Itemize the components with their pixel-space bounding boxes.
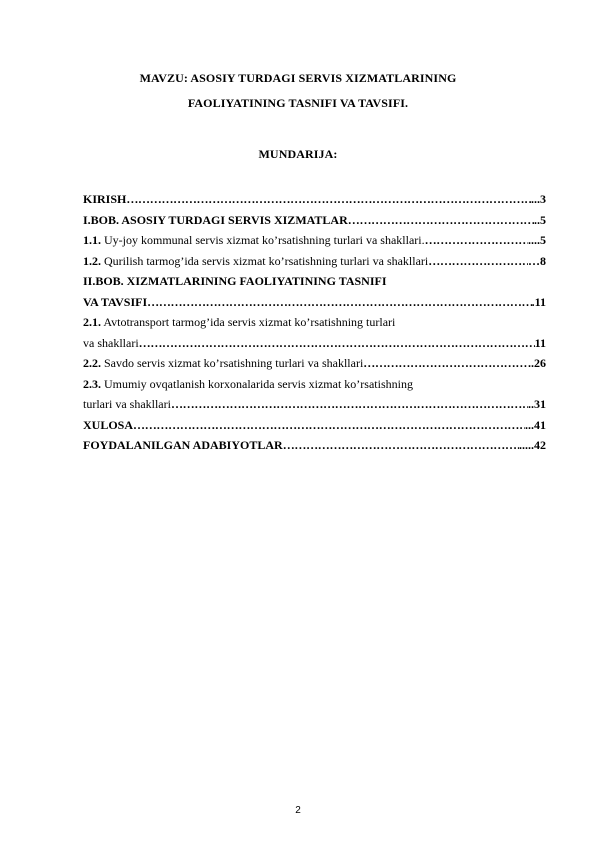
toc-entry-1-1[interactable]	[83, 230, 546, 251]
toc-label: II.BOB. XIZMATLARINING FAOLIYATINING TASNIFI	[83, 274, 387, 288]
page-number: 2	[295, 805, 301, 816]
contents-heading: MUNDARIJA:	[258, 147, 338, 161]
toc-page: ..26	[528, 356, 546, 370]
toc-page: ..5	[534, 212, 546, 227]
toc-entry-bob1[interactable]	[83, 210, 546, 231]
toc-page: …8	[528, 253, 546, 268]
dot-leader	[428, 251, 528, 272]
toc-label: VA TAVSIFI	[83, 294, 148, 309]
toc-page: ....5	[528, 233, 546, 247]
section-title: Umumiy ovqatlanish korxonalarida servis xizmat ko’rsatishning	[101, 376, 413, 391]
toc-entry-xulosa[interactable]	[83, 415, 546, 436]
dot-leader	[363, 353, 528, 374]
toc-page: ..31	[528, 397, 546, 411]
section-number: 2.2.	[83, 356, 101, 370]
toc-entry-2-1-heading	[83, 312, 546, 333]
toc-entry-kirish[interactable]	[83, 189, 546, 210]
table-of-contents	[83, 189, 546, 456]
toc-label	[83, 312, 395, 333]
dot-leader	[126, 189, 531, 210]
toc-entry-2-3[interactable]	[83, 394, 546, 415]
section-title: Avtotransport tarmog’ida servis xizmat ko’rsatishning turlari	[101, 315, 396, 329]
toc-label	[83, 353, 363, 374]
toc-entry-2-1[interactable]	[83, 333, 546, 354]
toc-label	[83, 374, 413, 395]
toc-entry-adabiyotlar[interactable]	[83, 435, 546, 456]
toc-entry-2-2[interactable]	[83, 353, 546, 374]
toc-page: ...3	[531, 192, 546, 206]
dot-leader	[283, 435, 519, 456]
dot-leader	[139, 333, 535, 354]
dot-leader	[171, 394, 528, 415]
toc-page: 11	[534, 335, 546, 350]
toc-entry-bob2[interactable]	[83, 292, 546, 313]
dot-leader	[348, 210, 534, 231]
toc-label: turlari va shakllari	[83, 397, 171, 411]
title-line-1: MAVZU: ASOSIY TURDAGI SERVIS XIZMATLARINING	[139, 71, 457, 85]
section-title: Uy-joy kommunal servis xizmat ko’rsatishning turlari va shakllari.	[101, 233, 425, 247]
section-number: 2.1.	[83, 315, 101, 329]
toc-page: .11	[531, 294, 546, 309]
section-title: Qurilish tarmog’ida servis xizmat ko’rsatishning turlari va shakllari	[101, 253, 429, 268]
dot-leader	[133, 415, 525, 436]
toc-label: KIRISH	[83, 192, 127, 206]
toc-label	[83, 251, 428, 272]
toc-entry-2-3-heading	[83, 374, 546, 395]
section-number: 1.2.	[83, 253, 101, 268]
section-number: 1.1.	[83, 233, 101, 247]
dot-leader	[425, 230, 528, 251]
title-line-2: FAOLIYATINING TASNIFI VA TAVSIFI.	[187, 96, 409, 110]
toc-label	[83, 230, 425, 251]
toc-page: ...41	[525, 417, 546, 432]
toc-label: XULOSA	[83, 417, 134, 432]
section-title: Savdo servis xizmat ko’rsatishning turlari va shakllari	[101, 356, 364, 370]
section-number: 2.3.	[83, 376, 101, 391]
toc-entry-1-2[interactable]	[83, 251, 546, 272]
toc-label: I.BOB. ASOSIY TURDAGI SERVIS XIZMATLAR	[83, 212, 348, 227]
toc-entry-bob2-heading	[83, 271, 546, 292]
toc-label: FOYDALANILGAN ADABIYOTLAR	[83, 438, 283, 452]
toc-page: .....42	[519, 438, 546, 452]
dot-leader	[147, 292, 532, 313]
toc-label: va shakllari	[83, 335, 139, 350]
